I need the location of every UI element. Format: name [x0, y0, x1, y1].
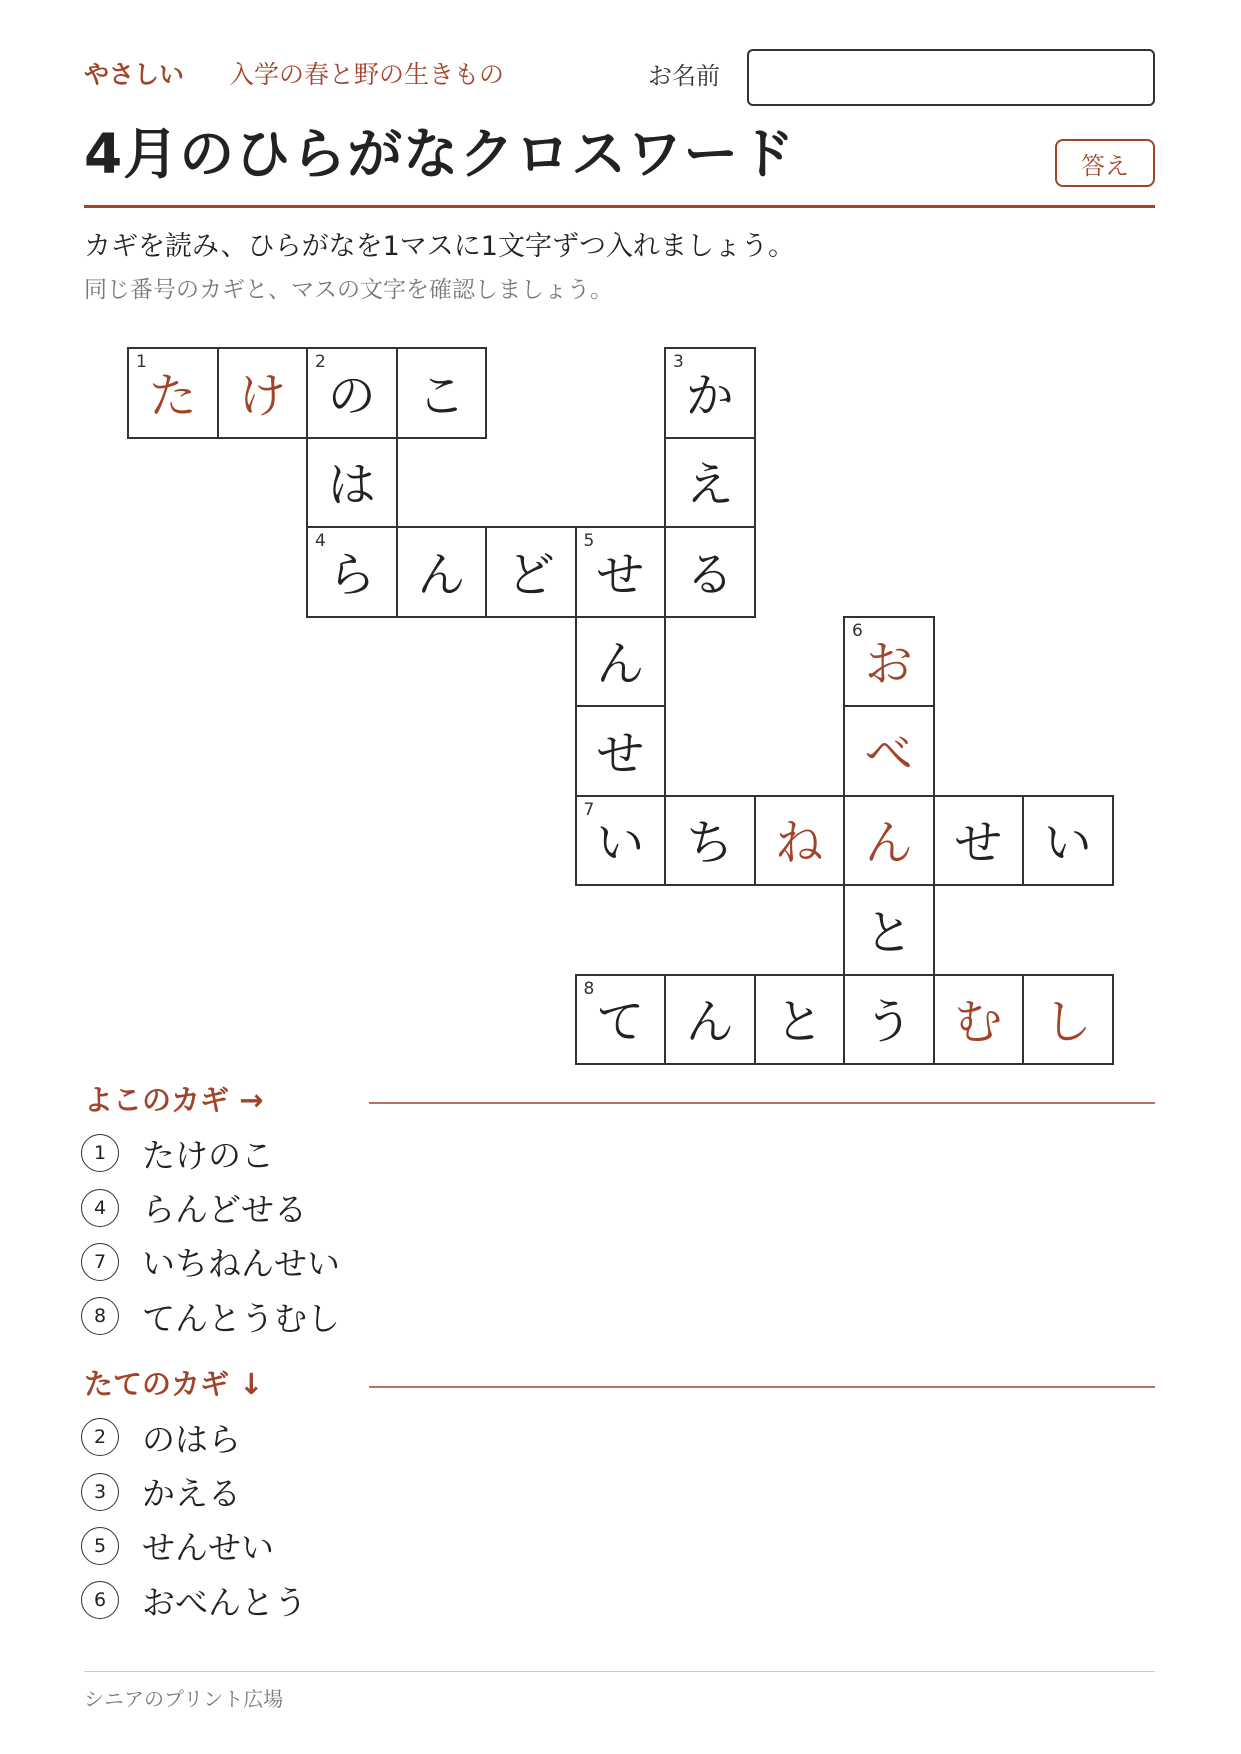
- grid-cell: [1022, 974, 1114, 1066]
- across-clue-item: [81, 1180, 340, 1234]
- cell-letter: る: [685, 546, 734, 603]
- down-clues-divider: [369, 1386, 1155, 1388]
- name-field[interactable]: [747, 49, 1155, 106]
- grid-cell: [664, 437, 756, 529]
- cell-letter: ち: [685, 815, 734, 872]
- down-clue-item: [81, 1410, 307, 1464]
- cell-letter: ね: [775, 815, 824, 872]
- clue-number-badge: 8: [81, 1297, 119, 1335]
- across-clue-item: [81, 1289, 340, 1343]
- cell-letter: お: [864, 636, 913, 693]
- down-clue-item: [81, 1464, 307, 1518]
- cell-letter: け: [238, 367, 287, 424]
- cell-letter: ん: [864, 815, 913, 872]
- grid-cell: [575, 616, 667, 708]
- clue-text: てんとうむし: [142, 1298, 340, 1338]
- cell-letter: ら: [327, 546, 376, 603]
- crossword-grid: [127, 347, 1115, 1065]
- cell-letter: せ: [954, 815, 1003, 872]
- cell-clue-number: 5: [583, 531, 595, 551]
- across-clues-divider: [369, 1102, 1155, 1104]
- cell-letter: い: [1043, 815, 1092, 872]
- grid-cell: [843, 795, 935, 887]
- grid-cell: [396, 347, 488, 439]
- down-clues-title: たてのカギ ↓: [84, 1367, 264, 1401]
- clue-text: のはら: [142, 1419, 241, 1459]
- grid-cell: [664, 347, 756, 439]
- theme-label: 入学の春と野の生きもの: [229, 60, 505, 89]
- cell-clue-number: 8: [583, 978, 595, 999]
- clue-number-badge: 7: [81, 1243, 119, 1281]
- clue-number-badge: 2: [81, 1418, 119, 1456]
- grid-cell: [1022, 795, 1114, 887]
- cell-letter: え: [685, 457, 734, 514]
- grid-cell: [306, 437, 398, 529]
- cell-letter: こ: [417, 367, 466, 424]
- cell-clue-number: 2: [315, 352, 326, 372]
- cell-letter: ど: [506, 546, 555, 603]
- down-clue-item: [81, 1519, 307, 1573]
- across-clue-item: [81, 1235, 340, 1289]
- clue-number-badge: 1: [81, 1134, 119, 1172]
- cell-letter: か: [685, 367, 734, 424]
- across-clue-item: [81, 1126, 340, 1180]
- footer-credit: シニアのプリント広場: [84, 1687, 284, 1711]
- clue-number-badge: 5: [81, 1527, 119, 1565]
- down-clue-item: [81, 1573, 307, 1627]
- instruction-main: カギを読み、ひらがなを1マスに1文字ずつ入れましょう。: [84, 231, 795, 262]
- name-field-label: お名前: [648, 62, 720, 90]
- grid-cell: [306, 347, 398, 439]
- cell-letter: は: [327, 457, 376, 514]
- across-clues-title: よこのカギ →: [84, 1083, 264, 1117]
- grid-cell: [664, 974, 756, 1066]
- grid-cell: [485, 526, 577, 618]
- cell-letter: う: [864, 994, 913, 1051]
- clue-text: いちねんせい: [142, 1244, 340, 1284]
- title-divider: [84, 205, 1155, 208]
- grid-cell: [575, 705, 667, 797]
- footer-divider: [84, 1671, 1155, 1672]
- grid-cell: [843, 884, 935, 976]
- cell-letter: む: [954, 994, 1003, 1051]
- grid-cell: [843, 616, 935, 708]
- clue-text: らんどせる: [142, 1190, 307, 1230]
- clue-text: たけのこ: [142, 1135, 274, 1175]
- across-clue-list: [81, 1126, 340, 1344]
- grid-cell: [754, 795, 846, 887]
- grid-cell: [575, 795, 667, 887]
- cell-letter: い: [596, 815, 645, 872]
- grid-cell: [396, 526, 488, 618]
- instruction-sub: 同じ番号のカギと、マスの文字を確認しましょう。: [84, 277, 613, 303]
- grid-cell: [843, 974, 935, 1066]
- grid-cell: [664, 795, 756, 887]
- cell-letter: ん: [596, 636, 645, 693]
- answer-badge: 答え: [1055, 139, 1155, 187]
- grid-cell: [664, 526, 756, 618]
- cell-letter: た: [148, 367, 197, 424]
- cell-letter: し: [1043, 994, 1092, 1051]
- grid-cell: [933, 974, 1025, 1066]
- clue-text: せんせい: [142, 1528, 274, 1568]
- cell-letter: と: [864, 904, 913, 961]
- grid-cell: [306, 526, 398, 618]
- clue-text: おべんとう: [142, 1582, 307, 1622]
- cell-letter: ん: [417, 546, 466, 603]
- clue-number-badge: 6: [81, 1581, 119, 1619]
- page-title: 4月のひらがなクロスワード: [84, 122, 796, 186]
- cell-clue-number: 6: [852, 620, 863, 641]
- grid-cell: [754, 974, 846, 1066]
- down-clue-list: [81, 1410, 307, 1628]
- cell-letter: と: [775, 994, 824, 1051]
- cell-letter: の: [327, 367, 376, 424]
- clue-number-badge: 3: [81, 1473, 119, 1511]
- cell-letter: て: [596, 994, 645, 1051]
- cell-letter: せ: [596, 725, 645, 782]
- grid-cell: [575, 974, 667, 1066]
- cell-clue-number: 3: [673, 352, 684, 372]
- grid-cell: [843, 705, 935, 797]
- cell-letter: ん: [685, 994, 734, 1051]
- cell-clue-number: 4: [315, 531, 326, 551]
- grid-cell: [933, 795, 1025, 887]
- grid-cell: [575, 526, 667, 618]
- cell-clue-number: 7: [583, 799, 595, 820]
- clue-text: かえる: [142, 1474, 241, 1514]
- grid-cell: [217, 347, 309, 439]
- clue-number-badge: 4: [81, 1189, 119, 1227]
- difficulty-label: やさしい: [84, 60, 185, 89]
- cell-letter: べ: [864, 725, 913, 782]
- cell-clue-number: 1: [136, 352, 147, 372]
- grid-cell: [127, 347, 219, 439]
- cell-letter: せ: [596, 546, 645, 603]
